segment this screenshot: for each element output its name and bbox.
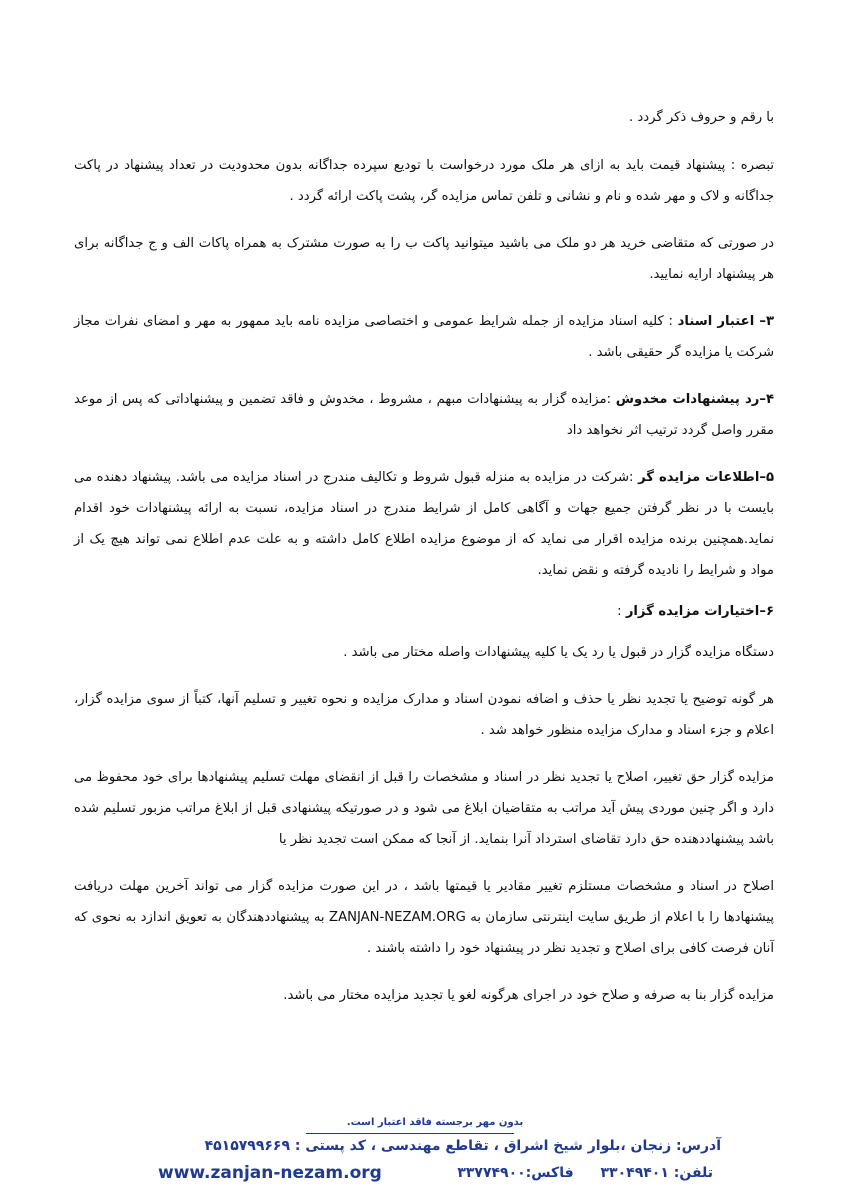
seal-notice: بدون مهر برجسته فاقد اعتبار است. bbox=[346, 1117, 524, 1128]
paragraph-6a: دستگاه مزایده گزار در قبول یا رد یک یا کلیه پیشنهادات واصله مختار می باشد . bbox=[343, 645, 774, 660]
paragraph-6b: هر گونه توضیح یا تجدید نظر یا حذف و اضافه نمودن اسناد و مدارک مزایده و نحوه تغییر و تسلیم آنها، کتباً از سوی مزایده گزار، اعلام و جزء اسناد و مدارک مزایده منظور خواهد شد . bbox=[74, 692, 774, 738]
section-6-title: ۶–اختیارات مزایده گزار bbox=[625, 604, 774, 619]
footer-divider bbox=[306, 1133, 514, 1134]
section-6-heading: ۶–اختیارات مزایده گزار : bbox=[617, 604, 774, 619]
paragraph-6d: اصلاح در اسناد و مشخصات مستلزم تغییر مقادیر یا قیمتها باشد ، در این صورت مزایده گزار می تواند آخرین مهلت دریافت پیشنهادها را با اعلام از طریق سایت اینترنتی سازمان به ZANJAN-NEZAM.ORG به پیشنهاددهندگان به تعویق اندازد به نحوی که آنان فرصت کافی برای اصلاح و تجدید نظر در پیشنهاد خود را داشته باشند . bbox=[74, 879, 775, 956]
section-3-text: : کلیه اسناد مزایده از جمله شرایط عمومی و اختصاصی مزایده نامه باید ممهور به مهر و امضای نفرات مجاز شرکت یا مزایده گر حقیقی باشد . bbox=[74, 314, 774, 360]
document-body bbox=[74, 102, 774, 1027]
section-4 bbox=[74, 384, 774, 446]
footer-address: آدرس: زنجان ،بلوار شیخ اشراق ، تقاطع مهندسی ، کد پستی : ۴۵۱۵۷۹۹۶۶۹ bbox=[204, 1138, 721, 1154]
paragraph-both-properties: در صورتی که متقاضی خرید هر دو ملک می باشید میتوانید پاکت ب را به صورت مشترک به همراه پاکات الف و ج جداگانه برای هر پیشنهاد ارایه نمایید. bbox=[74, 236, 774, 282]
section-4-title: ۴–رد پیشنهادات مخدوش bbox=[615, 392, 774, 407]
section-3-title: ۳– اعتبار اسناد bbox=[677, 314, 774, 329]
section-5-title: ۵–اطلاعات مزایده گر bbox=[638, 470, 774, 485]
section-4-text: :مزایده گزار به پیشنهادات مبهم ، مشروط ، مخدوش و فاقد تضمین و پیشنهاداتی که پس از موعد مقرر واصل گردد ترتیب اثر نخواهد داد bbox=[74, 392, 774, 438]
footer-fax: فاکس:۳۳۷۷۴۹۰۰ bbox=[457, 1165, 574, 1181]
section-5 bbox=[74, 462, 774, 586]
paragraph-number-in-words: با رقم و حروف ذکر گردد . bbox=[628, 110, 774, 125]
footer-phone: تلفن: ۳۳۰۴۹۴۰۱ bbox=[600, 1165, 713, 1181]
footer-website: www.zanjan-nezam.org bbox=[158, 1163, 382, 1183]
section-5-text: :شرکت در مزایده به منزله قبول شروط و تکالیف مندرج در اسناد مزایده می باشد. پیشنهاد دهنده می بایست با در نظر گرفتن جمیع جهات و آگاهی کامل از شرایط مندرج در اسناد مزایده، نسبت به ارائه پیشنهادات خود اقدام نماید.همچنین برنده مزایده اقرار می نماید که از موضوع مزایده اطلاع کامل داشته و به علت عدم اطلاع نمی تواند هیچ یک از مواد و شرایط را نادیده گرفته و نقض نماید. bbox=[74, 470, 774, 578]
paragraph-note: تبصره : پیشنهاد قیمت باید به ازای هر ملک مورد درخواست با تودیع سپرده جداگانه بدون محدودیت در تعداد پیشنهاد در پاکت جداگانه و لاک و مهر شده و نام و نشانی و تلفن تماس مزایده گر، پشت پاکت ارائه گردد . bbox=[74, 158, 774, 204]
paragraph-6e: مزایده گزار بنا به صرفه و صلاح خود در اجرای هرگونه لغو یا تجدید مزایده مختار می باشد. bbox=[283, 988, 774, 1003]
website-mention: ZANJAN-NEZAM.ORG bbox=[329, 910, 466, 925]
paragraph-6c: مزایده گزار حق تغییر، اصلاح یا تجدید نظر در اسناد و مشخصات را قبل از انقضای مهلت تسلیم پیشنهادها برای خود محفوظ می دارد و اگر چنین موردی پیش آید مراتب به متقاضیان ابلاغ می شود و در صورتیکه پیشنهادی قبل از ابلاغ مراتب مزبور تسلیم شده باشد پیشنهاددهنده حق دارد تقاضای استرداد آنرا بنماید. از آنجا که ممکن است تجدید نظر یا bbox=[74, 770, 774, 847]
section-3 bbox=[74, 306, 774, 368]
footer-contacts bbox=[435, 1165, 713, 1181]
